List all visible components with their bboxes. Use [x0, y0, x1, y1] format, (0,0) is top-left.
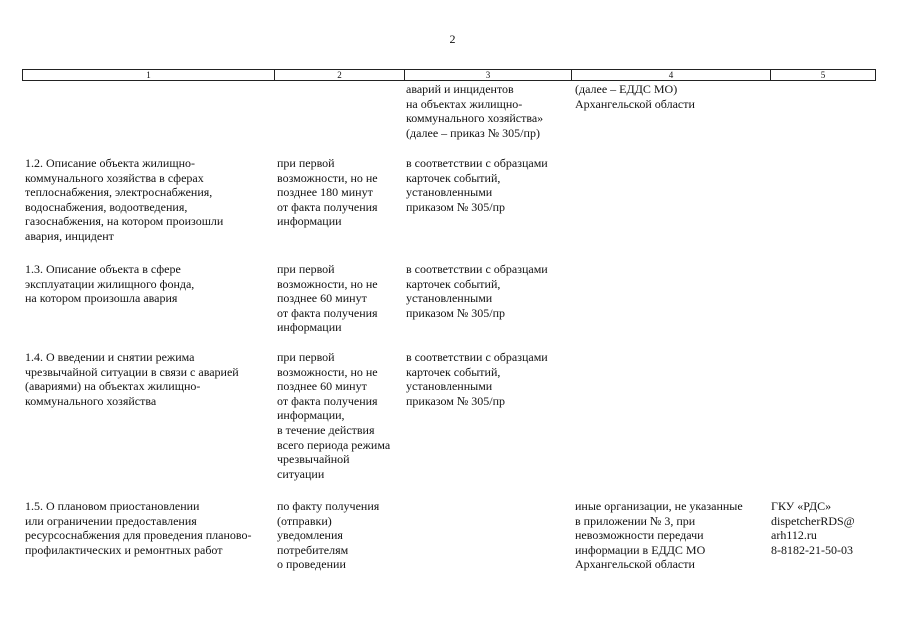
row-1-3-format: в соответствии с образцами карточек событий, установленными приказом № 305/пр [406, 262, 548, 320]
continuation-cell-col4: (далее – ЕДДС МО) Архангельской области [575, 82, 695, 111]
row-1-5-deadline: по факту получения (отправки) уведомления потребителям о проведении [277, 499, 380, 572]
row-1-5-recipients: иные организации, не указанные в приложении № 3, при невозможности передачи информации в ЕДДС МО Архангельской области [575, 499, 743, 572]
row-1-3-deadline: при первой возможности, но не позднее 60 минут от факта получения информации [277, 262, 378, 335]
row-1-3-description: 1.3. Описание объекта в сфере эксплуатации жилищного фонда, на котором произошла авария [25, 262, 195, 306]
column-header-4: 4 [572, 70, 771, 80]
row-1-2-deadline: при первой возможности, но не позднее 180 минут от факта получения информации [277, 156, 378, 229]
row-1-5-description: 1.5. О плановом приостановлении или ограничении предоставления ресурсоснабжения для проведения планово- профилактических и ремонтных работ [25, 499, 252, 557]
row-1-4-description: 1.4. О введении и снятии режима чрезвычайной ситуации в связи с аварией (авариями) на объектах жилищно- коммунального хозяйства [25, 350, 239, 408]
column-header-1: 1 [23, 70, 275, 80]
table-header-row [22, 69, 876, 81]
row-1-4-format: в соответствии с образцами карточек событий, установленными приказом № 305/пр [406, 350, 548, 408]
column-header-5: 5 [820, 70, 826, 80]
continuation-cell-col3: аварий и инцидентов на объектах жилищно- коммунального хозяйства» (далее – приказ № 305/пр) [406, 82, 544, 140]
column-header-2: 2 [275, 70, 405, 80]
column-header-3: 3 [405, 70, 572, 80]
row-1-2-description: 1.2. Описание объекта жилищно- коммунального хозяйства в сферах теплоснабжения, электроснабжения, водоснабжения, водоотведения, газоснабжения, на котором произошли авария, инцидент [25, 156, 224, 243]
row-1-4-deadline: при первой возможности, но не позднее 60 минут от факта получения информации, в течение действия всего периода режима чрезвычайной ситуации [277, 350, 391, 481]
row-1-5-contacts: ГКУ «РДС» dispetcherRDS@ arh112.ru 8-8182-21-50-03 [771, 499, 855, 557]
row-1-2-format: в соответствии с образцами карточек событий, установленными приказом № 305/пр [406, 156, 548, 214]
page-number: 2 [449, 32, 456, 46]
